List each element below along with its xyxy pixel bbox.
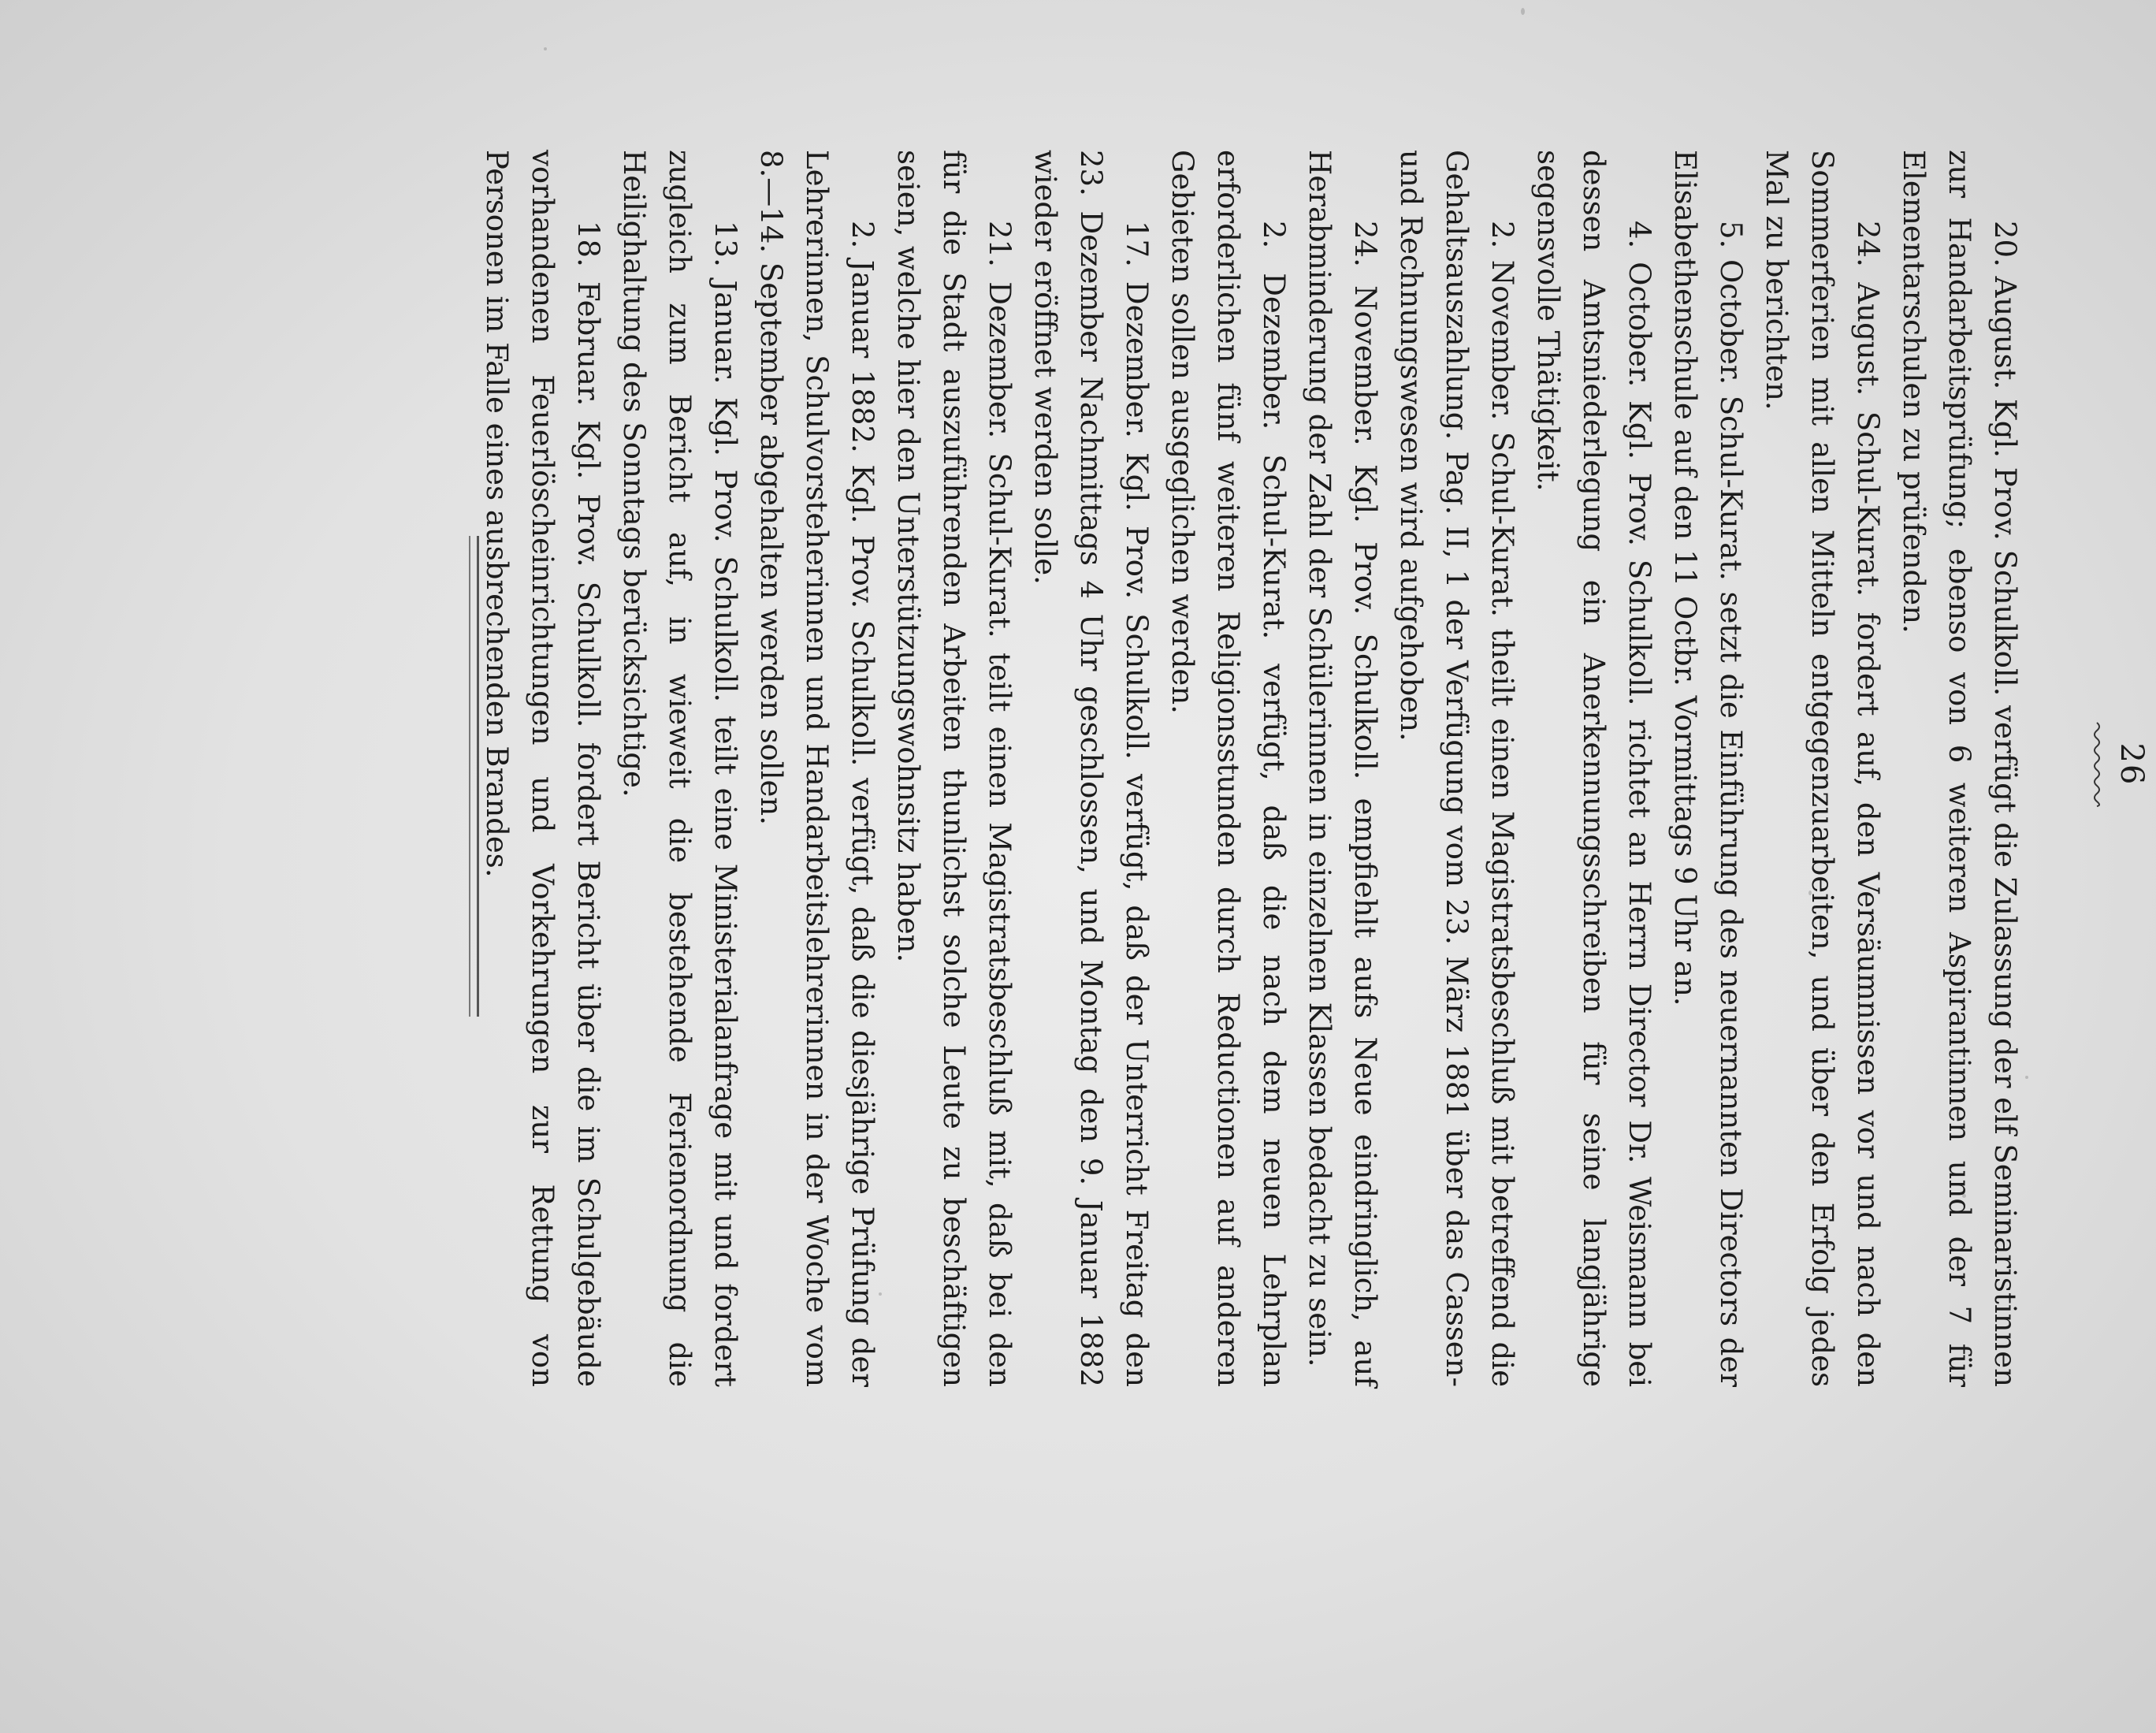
ornament-divider [2091, 721, 2102, 808]
closing-double-rule [469, 536, 479, 1017]
paragraph-2: 24. August. Schul-Kurat. fordert auf, den Versäumnissen vor und nach den Sommerferien mit allen Mitteln entgegenzuarbeiten, und über den Erfolg jedes Mal zu berichten. [1760, 150, 1885, 1387]
paragraph-7: 2. Dezember. Schul-Kurat. verfügt, daß die nach dem neuen Lehrplan erforderlichen fünf weiteren Religionsstunden durch Reductionen auf anderen Gebieten sollen ausgeglichen werden. [1165, 150, 1291, 1387]
page-number: 26 [2113, 742, 2150, 787]
rotated-document-page [211, 63, 2156, 1466]
body-text [474, 150, 2028, 1387]
paragraph-3: 5. October. Schul-Kurat. setzt die Einführung des neuernannten Directors der Elisabethenschule auf den 11 Octbr. Vormittags 9 Uhr an. [1668, 150, 1748, 1387]
paragraph-8: 17. Dezember. Kgl. Prov. Schulkoll. verfügt, daß der Unterricht Freitag den 23. Dezember Nachmittags 4 Uhr geschlossen, und Montag den 9. Januar 1882 wieder eröffnet werden solle. [1028, 150, 1154, 1387]
paragraph-10: 2. Januar 1882. Kgl. Prov. Schulkoll. verfügt, daß die diesjährige Prüfung der Lehrerinnen, Schulvorsteherinnen und Handarbeitslehrerinnen in der Woche vom 8.—14. September abgehalten werden sollen. [754, 150, 879, 1387]
paragraph-1: 20. August. Kgl. Prov. Schulkoll. verfügt die Zulassung der elf Seminaristinnen zur Handarbeitsprüfung; ebenso von 6 weiteren Aspirantinnen und der 7 für Elementarschulen zu prüfenden. [1897, 150, 2022, 1387]
paper-speck [544, 47, 547, 50]
paragraph-4: 4. October. Kgl. Prov. Schulkoll. richtet an Herrn Director Dr. Weismann bei dessen Amtsniederlegung ein Anerkennungsschreiben für seine langjährige segensvolle Thätigkeit. [1531, 150, 1656, 1387]
paragraph-11: 13. Januar. Kgl. Prov. Schulkoll. teilt eine Ministerialanfrage mit und fordert zugleich zum Bericht auf, in wieweit die bestehende Ferienordnung die Heilighaltung des Sonntags berücksichtige. [617, 150, 742, 1387]
paragraph-5: 2. November. Schul-Kurat. theilt einen Magistratsbeschluß mit betreffend die Gehaltsauszahlung. Pag. II, 1 der Verfügung vom 23. März 1881 über das Cassen- und Rechnungswesen wird aufgehoben. [1394, 150, 1519, 1387]
paragraph-9: 21. Dezember. Schul-Kurat. teilt einen Magistratsbeschluß mit, daß bei den für die Stadt auszuführenden Arbeiten thunlichst solche Leute zu beschäftigen seien, welche hier den Unterstützungswohnsitz haben. [891, 150, 1017, 1387]
paragraph-12: 18. Februar. Kgl. Prov. Schulkoll. fordert Bericht über die im Schulgebäude vorhandenen Feuerlöscheinrichtungen und Vorkehrungen zur Rettung von Personen im Falle eines ausbrechenden Brandes. [480, 150, 605, 1387]
paper-speck [1521, 8, 1525, 15]
paragraph-6: 24. November. Kgl. Prov. Schulkoll. empfiehlt aufs Neue eindringlich, auf Herabminderung der Zahl der Schülerinnen in einzelnen Klassen bedacht zu sein. [1303, 150, 1382, 1387]
